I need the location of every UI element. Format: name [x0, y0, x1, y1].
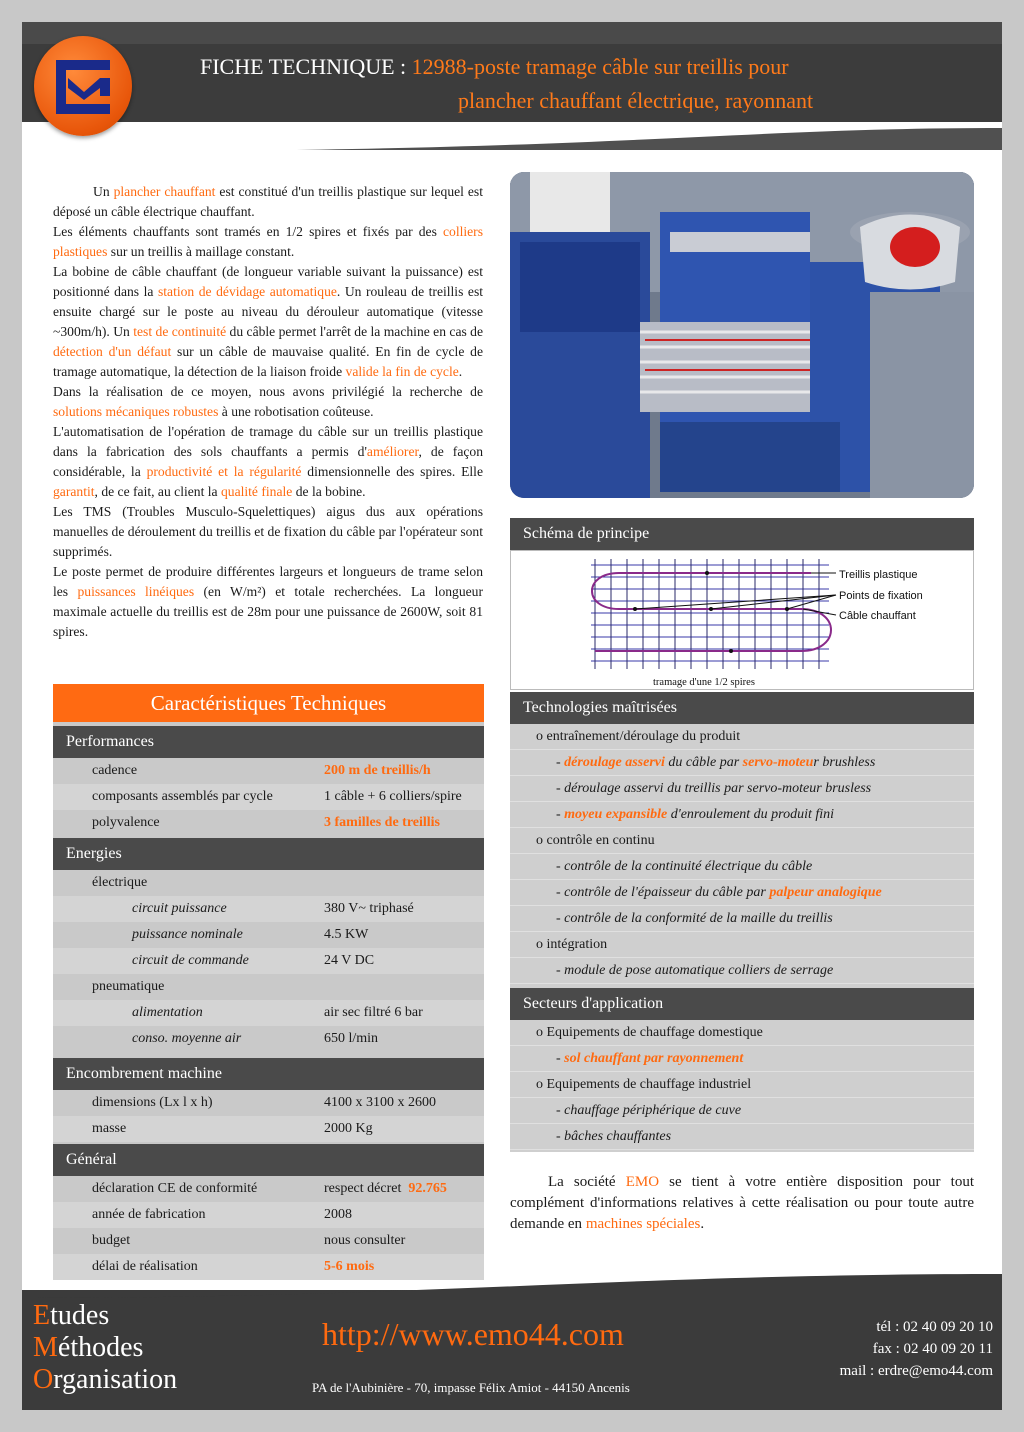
list-item — [510, 802, 974, 828]
txt: r brushless — [813, 755, 876, 770]
section-performances: Performances — [53, 726, 484, 758]
company-acronym — [33, 1300, 177, 1396]
body-text: est constitué d'un treillis plastique sur lequel est déposé un câble électrique chauffant. — [53, 184, 484, 219]
list-item — [510, 1072, 974, 1098]
intro-paragraph — [53, 222, 483, 262]
spec-key: alimentation — [132, 1005, 203, 1020]
list-item — [510, 854, 974, 880]
spec-value: 380 V~ triphasé — [324, 901, 414, 916]
txt: La société — [548, 1174, 626, 1190]
list-item-text: - contrôle de la continuité électrique du câble — [556, 859, 813, 874]
list-item-text: - chauffage périphérique de cuve — [556, 1103, 742, 1118]
body-text: Les TMS (Troubles Musculo-Squelettiques) aigus dus aux opérations manuelles de déroulement du treillis et de fixation du câble par l'opérateur sont supprimés. — [53, 504, 483, 559]
txt: se tient à votre entière disposition pour tout complément d'informations relatives à cette réalisation ou pour toute autre demande en — [510, 1174, 974, 1232]
caracteristiques-title: Caractéristiques Techniques — [53, 684, 484, 722]
txt: du câble par — [664, 755, 743, 770]
list-item — [510, 776, 974, 802]
technologies-list — [510, 724, 974, 988]
spec-key: délai de réalisation — [92, 1259, 198, 1274]
website-link[interactable]: http://www.emo44.com — [322, 1316, 624, 1352]
body-text: Le poste permet de produire différentes largeurs et longueurs de trame selon les — [53, 564, 483, 599]
title-prefix: FICHE TECHNIQUE : — [200, 54, 407, 79]
spec-value: 1 câble + 6 colliers/spire — [324, 789, 462, 804]
hl: moyeu expansible — [564, 807, 668, 822]
spec-value-text: respect décret — [324, 1181, 402, 1196]
schema-label-cable: Câble chauffant — [839, 610, 916, 622]
body-text: , de ce fait, au client la — [94, 484, 221, 499]
spec-value: 24 V DC — [324, 953, 375, 968]
table-row — [53, 922, 484, 948]
list-item-text — [556, 802, 834, 828]
table-row — [53, 810, 484, 836]
txt: . — [700, 1216, 705, 1232]
list-item — [510, 1046, 974, 1072]
fax: fax : 02 40 09 20 11 — [872, 1341, 993, 1357]
hl: palpeur analogique — [769, 885, 882, 900]
highlight-text: solutions mécaniques robustes — [53, 404, 219, 419]
list-item — [510, 750, 974, 776]
page-title-line2: plancher chauffant électrique, rayonnant — [458, 88, 814, 113]
list-item-text — [556, 750, 875, 776]
word: tudes — [50, 1300, 110, 1331]
list-item — [510, 1098, 974, 1124]
spec-key: composants assemblés par cycle — [92, 789, 273, 804]
table-row — [53, 974, 484, 1000]
body-text: L'automatisation de l'opération de tramage du câble sur un treillis plastique dans la fabrication des sols chauffants a permis d' — [53, 424, 483, 459]
list-item-text: o entraînement/déroulage du produit — [536, 729, 741, 744]
spec-value: 2000 Kg — [324, 1121, 373, 1136]
list-item — [510, 932, 974, 958]
body-text: Dans la réalisation de ce moyen, nous avons privilégié la recherche de — [53, 384, 483, 399]
body-text: . Un rouleau de treillis est ensuite chargé sur le poste au niveau du dérouleur automatique (vitesse ~300m/h). Un — [53, 284, 484, 339]
schema-diagram — [510, 550, 974, 690]
section-encombrement: Encombrement machine — [53, 1058, 484, 1090]
list-item — [510, 880, 974, 906]
company-name: EMO — [625, 1174, 660, 1190]
txt: d'enroulement du produit fini — [667, 807, 835, 822]
list-item-text: o intégration — [536, 937, 608, 952]
highlight-text: qualité finale — [220, 484, 293, 499]
section-energies: Energies — [53, 838, 484, 870]
body-text: du câble permet l'arrêt de la machine en cas de — [226, 324, 484, 339]
intro-paragraph — [53, 502, 483, 562]
intro-paragraph — [53, 262, 483, 382]
body-text: sur un câble de mauvaise qualité. En fin de cycle de tramage automatique, la détection de la liaison froide — [53, 344, 483, 379]
schema-label-points: Points de fixation — [839, 590, 923, 602]
body-text: dimensionnelle des spires. Elle — [301, 464, 483, 479]
body-text: La bobine de câble chauffant (de longueur variable suivant la puissance) est positionné dans la — [53, 264, 483, 299]
body-text: Les éléments chauffants sont tramés en 1/2 spires et fixés par des — [53, 224, 443, 239]
spec-key: circuit de commande — [132, 953, 249, 968]
list-item — [510, 1124, 974, 1150]
spec-key: dimensions (Lx l x h) — [92, 1095, 213, 1110]
hl: machines spéciales — [585, 1216, 701, 1232]
list-item — [510, 828, 974, 854]
list-item — [510, 724, 974, 750]
spec-value: 3 familles de treillis — [324, 815, 440, 830]
spec-key: polyvalence — [92, 815, 160, 830]
list-item-text: - module de pose automatique colliers de serrage — [556, 963, 834, 978]
body-text: (en W/m²) et totale recherchées. La longueur maximale actuelle du treillis est de 28m pour une puissance de 2600W, soit 81 spires. — [53, 584, 483, 639]
contact-numbers — [840, 1316, 993, 1382]
intro-paragraph — [53, 182, 483, 222]
spec-key: puissance nominale — [132, 927, 243, 942]
page-sheet — [22, 22, 1002, 1410]
spec-key: masse — [92, 1121, 127, 1136]
txt: - contrôle de l'épaisseur du câble par — [556, 885, 770, 900]
footer-wave — [22, 1274, 1002, 1298]
table-row — [53, 1228, 484, 1254]
dash: - — [556, 755, 565, 770]
table-row — [53, 1176, 484, 1202]
hl: servo-moteu — [742, 755, 814, 770]
intro-paragraph — [53, 382, 483, 422]
spec-value: 4.5 KW — [324, 927, 369, 942]
highlight-text: valide la fin de cycle — [345, 364, 459, 379]
spec-value: nous consulter — [324, 1233, 406, 1248]
email-link[interactable]: mail : erdre@emo44.com — [839, 1363, 993, 1379]
initial: M — [33, 1332, 58, 1363]
highlight-text: colliers plastiques — [53, 224, 483, 259]
specs-table — [53, 722, 484, 1278]
contact-text — [510, 1172, 974, 1235]
table-row — [53, 1202, 484, 1228]
spec-value — [324, 1176, 447, 1202]
table-row — [53, 1000, 484, 1026]
machine-photo — [510, 172, 974, 498]
highlight-text: améliorer — [366, 444, 419, 459]
table-row — [53, 948, 484, 974]
intro-paragraph — [53, 422, 483, 502]
header-wave — [22, 122, 1002, 152]
title-highlight: 12988-poste tramage câble sur treillis pour — [411, 54, 789, 79]
dash: - — [556, 807, 565, 822]
spec-key: année de fabrication — [92, 1207, 206, 1222]
schema-title: Schéma de principe — [510, 518, 974, 550]
spec-key: cadence — [92, 763, 138, 778]
hl: déroulage asservi — [564, 755, 665, 770]
body-text: à une robotisation coûteuse. — [218, 404, 374, 419]
body-text: sur un treillis à maillage constant. — [107, 244, 295, 259]
initial: E — [33, 1300, 51, 1331]
intro-text — [53, 182, 483, 642]
schema-label-treillis: Treillis plastique — [839, 569, 918, 581]
highlight-text: puissances linéiques — [77, 584, 195, 599]
spec-value: 2008 — [324, 1207, 352, 1222]
list-item-text — [556, 1046, 743, 1072]
table-row — [53, 896, 484, 922]
spec-value: 4100 x 3100 x 2600 — [324, 1095, 436, 1110]
list-item — [510, 906, 974, 932]
intro-paragraph — [53, 562, 483, 642]
list-item-text: o Equipements de chauffage domestique — [536, 1025, 763, 1040]
dash: - — [556, 1051, 565, 1066]
word: éthodes — [57, 1332, 144, 1363]
table-row — [53, 870, 484, 896]
initial: O — [33, 1364, 54, 1395]
body-text: . — [458, 364, 463, 379]
section-general: Général — [53, 1144, 484, 1176]
list-item-text: o contrôle en continu — [536, 833, 655, 848]
phone: tél : 02 40 09 20 10 — [876, 1319, 993, 1335]
spec-value: 650 l/min — [324, 1031, 379, 1046]
secteurs-list — [510, 1020, 974, 1152]
list-item — [510, 1020, 974, 1046]
secteurs-title: Secteurs d'application — [510, 988, 974, 1020]
contact-paragraph — [510, 1172, 974, 1235]
table-row — [53, 758, 484, 784]
address: PA de l'Aubinière - 70, impasse Félix Amiot - 44150 Ancenis — [312, 1380, 630, 1395]
emo-logo — [34, 36, 132, 136]
body-text: , de façon considérable, la — [53, 444, 483, 479]
table-row — [53, 1116, 484, 1142]
schema-caption: tramage d'une 1/2 spires — [653, 677, 755, 688]
highlight-text: productivité et la régularité — [146, 464, 302, 479]
decret-number: 92.765 — [408, 1181, 447, 1196]
spec-key: conso. moyenne air — [132, 1031, 242, 1046]
word: rganisation — [53, 1364, 178, 1395]
list-item-text — [556, 880, 882, 906]
list-item-text: - contrôle de la conformité de la maille du treillis — [556, 911, 833, 926]
spec-value: 5-6 mois — [324, 1259, 375, 1274]
spec-value: air sec filtré 6 bar — [324, 1005, 423, 1020]
spec-key: déclaration CE de conformité — [92, 1181, 258, 1196]
list-item-text: - déroulage asservi du treillis par servo-moteur brusless — [556, 781, 872, 796]
highlight-text: détection d'un défaut — [53, 344, 172, 359]
body-text: de la bobine. — [292, 484, 366, 499]
spec-key: électrique — [92, 875, 148, 890]
highlight-text: station de dévidage automatique — [157, 284, 337, 299]
list-item-text: o Equipements de chauffage industriel — [536, 1077, 752, 1092]
page-title-line1 — [200, 54, 789, 80]
table-row — [53, 784, 484, 810]
list-item-text: - bâches chauffantes — [556, 1129, 672, 1144]
body-text: Un — [93, 184, 114, 199]
highlight-text: garantit — [53, 484, 95, 499]
spec-key: pneumatique — [92, 979, 165, 994]
highlight-text: plancher chauffant — [113, 184, 216, 199]
spec-key: budget — [92, 1233, 131, 1248]
spec-value: 200 m de treillis/h — [324, 763, 431, 778]
technologies-title: Technologies maîtrisées — [510, 692, 974, 724]
table-row — [53, 1090, 484, 1116]
table-row — [53, 1026, 484, 1052]
spec-key: circuit puissance — [132, 901, 227, 916]
hl: sol chauffant par rayonnement — [564, 1051, 744, 1066]
highlight-text: test de continuité — [133, 324, 227, 339]
list-item — [510, 958, 974, 984]
